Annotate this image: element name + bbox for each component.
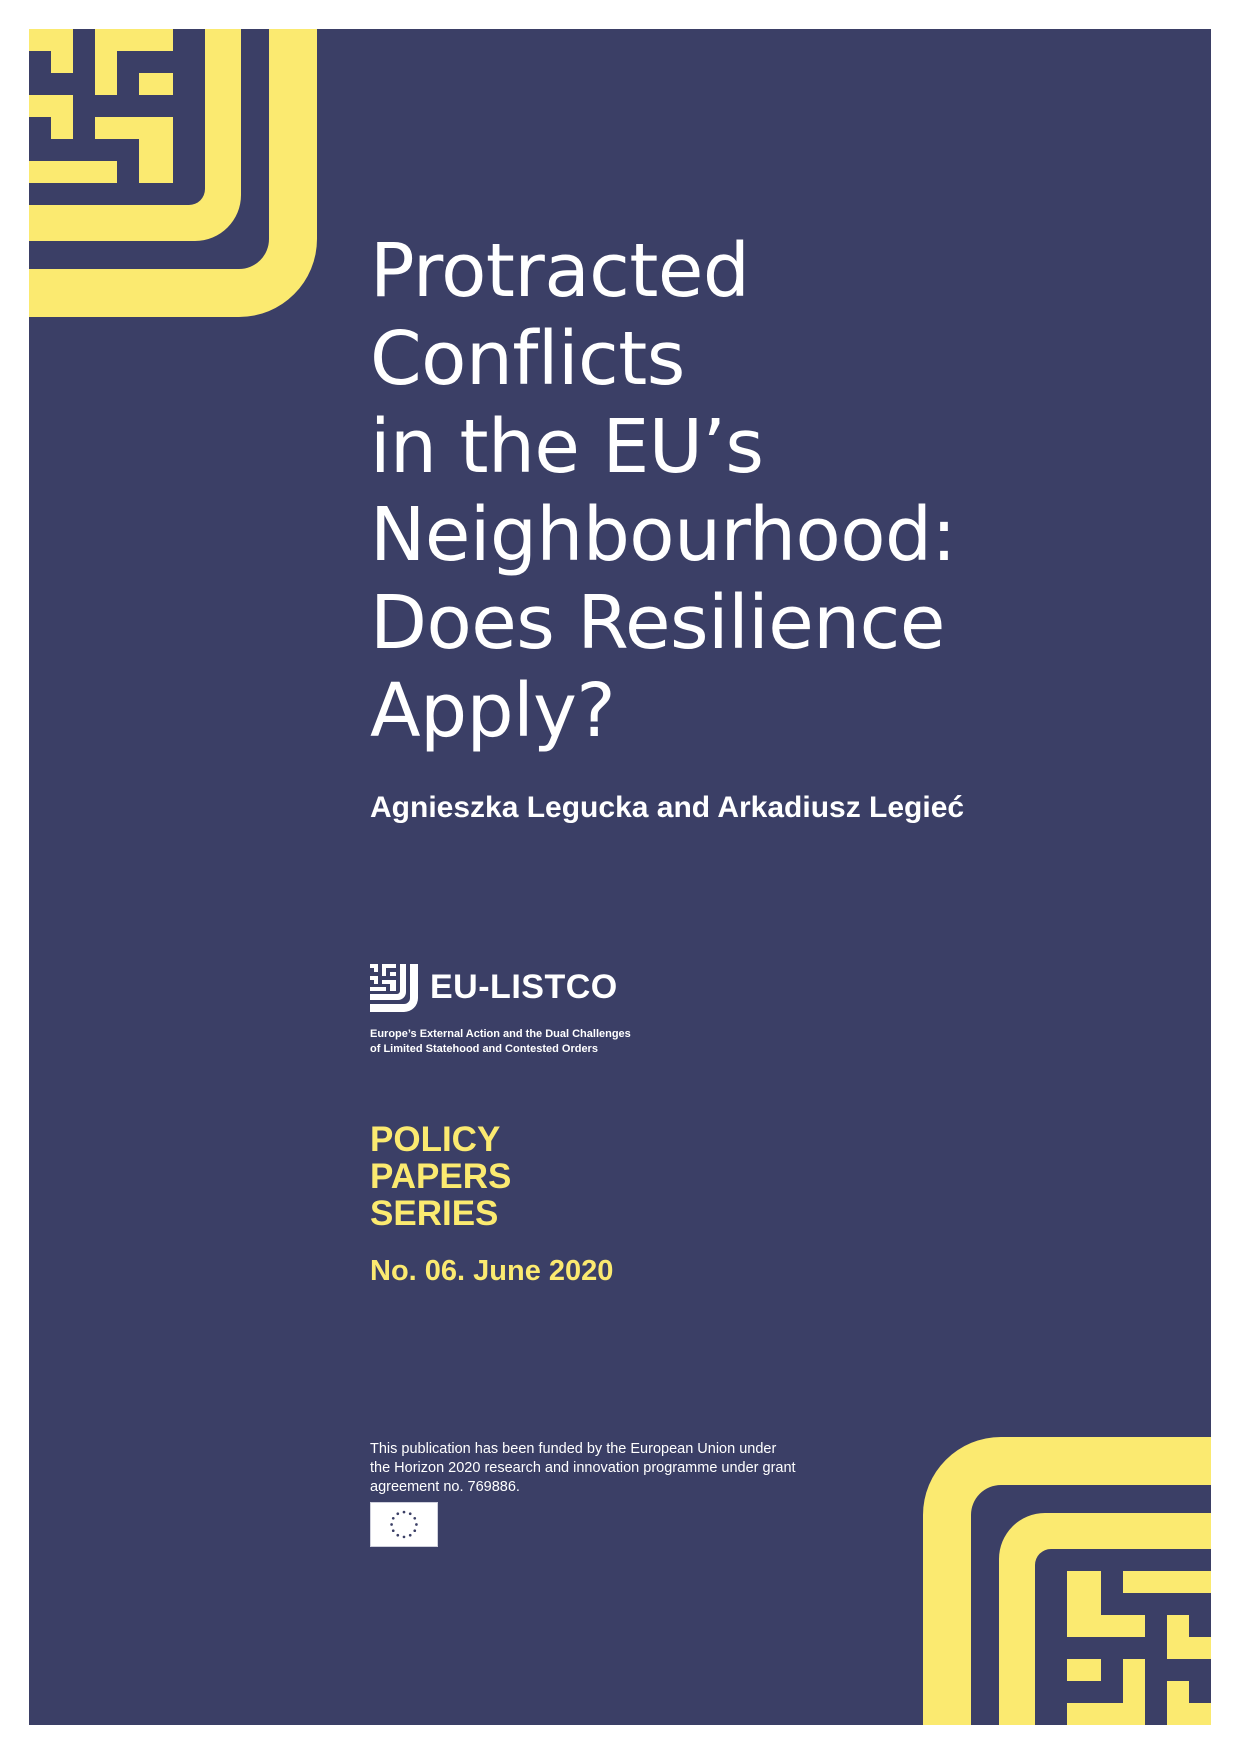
eu-star-icon — [396, 1534, 399, 1537]
corner-pattern-top-left — [29, 29, 317, 317]
authors: Agnieszka Legucka and Arkadiusz Legieć — [370, 791, 965, 824]
issue-number-date: No. 06. June 2020 — [370, 1255, 614, 1287]
funding-statement — [370, 1440, 796, 1497]
funding-line: the Horizon 2020 research and innovation programme under grant — [370, 1460, 796, 1476]
eu-stars-icon — [371, 1503, 437, 1546]
eu-star-icon — [392, 1517, 395, 1520]
eu-star-icon — [409, 1512, 412, 1515]
series-name — [370, 1121, 511, 1232]
eu-star-icon — [409, 1534, 412, 1537]
funding-line: This publication has been funded by the European Union under — [370, 1441, 777, 1457]
logo-wordmark: EU-LISTCO — [430, 968, 618, 1006]
series-line: PAPERS — [370, 1157, 512, 1196]
eu-star-icon — [390, 1523, 393, 1526]
cover-page — [29, 29, 1211, 1725]
corner-pattern-bottom-right — [923, 1437, 1211, 1725]
eu-star-icon — [415, 1523, 418, 1526]
eu-listco-logo-icon — [370, 964, 418, 1012]
title-line: Protracted — [370, 228, 750, 314]
eu-listco-logo — [370, 964, 670, 1016]
funding-line: agreement no. 769886. — [370, 1479, 520, 1495]
title-line: in the EU’s — [370, 404, 764, 490]
title-line: Apply? — [370, 668, 616, 754]
eu-star-icon — [413, 1517, 416, 1520]
tagline-line: of Limited Statehood and Contested Orders — [370, 1043, 598, 1055]
eu-flag-icon — [370, 1502, 438, 1547]
series-line: POLICY — [370, 1120, 501, 1159]
eu-star-icon — [413, 1529, 416, 1532]
title-line: Neighbourhood: — [370, 492, 956, 578]
tagline-line: Europe’s External Action and the Dual Challenges — [370, 1028, 631, 1040]
series-line: SERIES — [370, 1194, 499, 1233]
document-title — [370, 227, 1150, 755]
eu-star-icon — [403, 1511, 406, 1514]
logo-tagline — [370, 1027, 631, 1057]
title-line: Conflicts — [370, 316, 685, 402]
title-line: Does Resilience — [370, 580, 945, 666]
eu-star-icon — [396, 1512, 399, 1515]
eu-star-icon — [392, 1529, 395, 1532]
eu-star-icon — [403, 1536, 406, 1539]
